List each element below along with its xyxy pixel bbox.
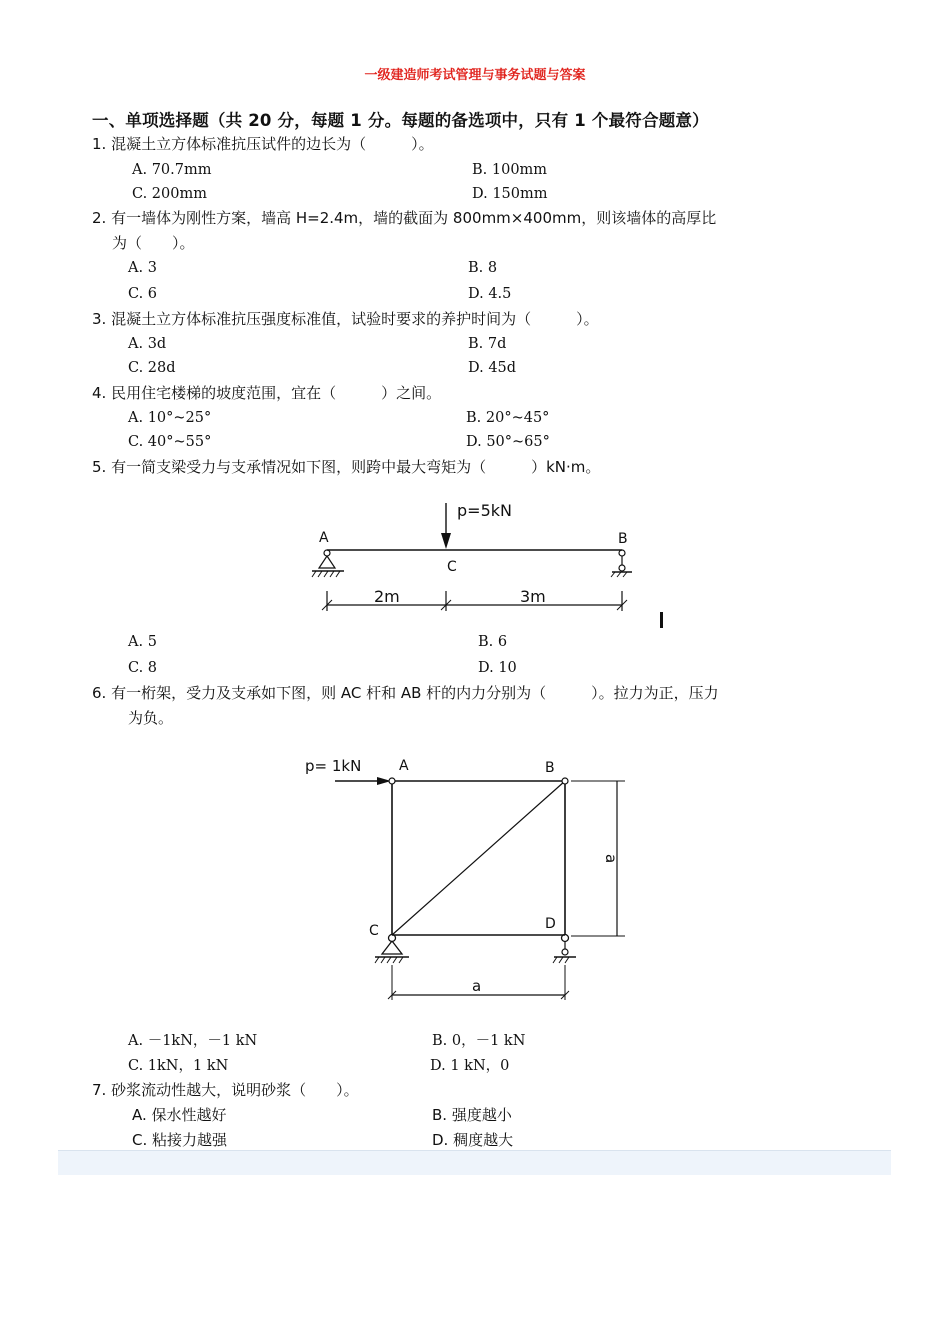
question-3-option-d: D. 45d [468,360,517,376]
member-bc [392,781,565,935]
question-7-option-d: D. 稠度越大 [432,1131,514,1149]
truss-load-label: p= 1kN [305,757,362,775]
question-3-option-b: B. 7d [468,336,507,352]
question-2-option-b: B. 8 [468,260,498,276]
question-6-option-a: A. －1kN，－1 kN [128,1033,258,1049]
truss-label-d: D [545,916,556,932]
text-cursor-mark [660,612,663,628]
beam-right-span-label: 3m [520,587,546,606]
question-7-option-b: B. 强度越小 [432,1106,512,1124]
question-6-option-d: D. 1 kN，0 [430,1058,510,1074]
question-6-stem-line-1: 6. 有一桁架，受力及支承如下图，则 AC 杆和 AB 杆的内力分别为（ ）。拉力为正，压力 [92,684,719,702]
question-7-option-a: A. 保水性越好 [132,1106,227,1124]
truss-height-label: a [602,854,620,864]
beam-label-c: C [447,559,457,575]
question-3-stem: 3. 混凝土立方体标准抗压强度标准值，试验时要求的养护时间为（ ）。 [92,310,599,328]
question-4-stem: 4. 民用住宅楼梯的坡度范围，宜在（ ）之间。 [92,384,442,402]
pin-support-icon [375,935,409,964]
question-7-option-c: C. 粘接力越强 [132,1131,228,1149]
roller-support-icon [553,935,576,964]
truss-label-a: A [399,758,409,774]
truss-width-label: a [472,977,482,995]
question-4-option-c: C. 40°~55° [128,434,212,450]
question-2-stem-line-1: 2. 有一墙体为刚性方案，墙高 H=2.4m，墙的截面为 800mm×400mm，则该墙体的高厚比 [92,209,717,227]
question-7-stem: 7. 砂浆流动性越大，说明砂浆（ ）。 [92,1081,359,1099]
question-6-option-c: C. 1kN，1 kN [128,1058,229,1074]
question-5-option-c: C. 8 [128,660,158,676]
question-5-option-b: B. 6 [478,634,508,650]
question-2-stem-line-2: 为（ ）。 [112,234,195,252]
truss-figure [295,750,635,1005]
question-5-option-d: D. 10 [478,660,517,676]
question-1-stem: 1. 混凝土立方体标准抗压试件的边长为（ ）。 [92,135,434,153]
beam-load-label: p=5kN [457,501,512,520]
beam-label-a: A [319,530,329,546]
page-bottom-band [58,1150,891,1175]
question-6-option-b: B. 0，－1 kN [432,1033,526,1049]
question-4-option-b: B. 20°~45° [466,410,550,426]
document-title: 一级建造师考试管理与事务试题与答案 [364,68,586,83]
question-6-stem-line-2: 为负。 [128,709,174,727]
truss-label-c: C [369,923,379,939]
question-5-option-a: A. 5 [128,634,157,650]
question-2-option-d: D. 4.5 [468,286,512,302]
roller-support-icon [611,550,632,577]
question-1-option-c: C. 200mm [132,186,207,202]
question-1-option-a: A. 70.7mm [132,162,212,178]
question-4-option-a: A. 10°~25° [128,410,212,426]
pin-support-icon [312,550,344,577]
question-4-option-d: D. 50°~65° [466,434,550,450]
question-3-option-a: A. 3d [128,336,167,352]
truss-label-b: B [545,760,555,776]
simply-supported-beam-figure [300,495,650,620]
joint-a [389,778,395,784]
load-arrow-icon [441,533,451,549]
question-5-stem: 5. 有一简支梁受力与支承情况如下图，则跨中最大弯矩为（ ）kN·m。 [92,458,601,476]
question-3-option-c: C. 28d [128,360,176,376]
joint-b [562,778,568,784]
question-1-option-b: B. 100mm [472,162,548,178]
beam-left-span-label: 2m [374,587,400,606]
question-2-option-a: A. 3 [128,260,157,276]
question-1-option-d: D. 150mm [472,186,548,202]
question-2-option-c: C. 6 [128,286,158,302]
beam-label-b: B [618,531,628,547]
section-heading: 一、单项选择题（共 20 分，每题 1 分。每题的备选项中，只有 1 个最符合题意） [92,111,709,130]
